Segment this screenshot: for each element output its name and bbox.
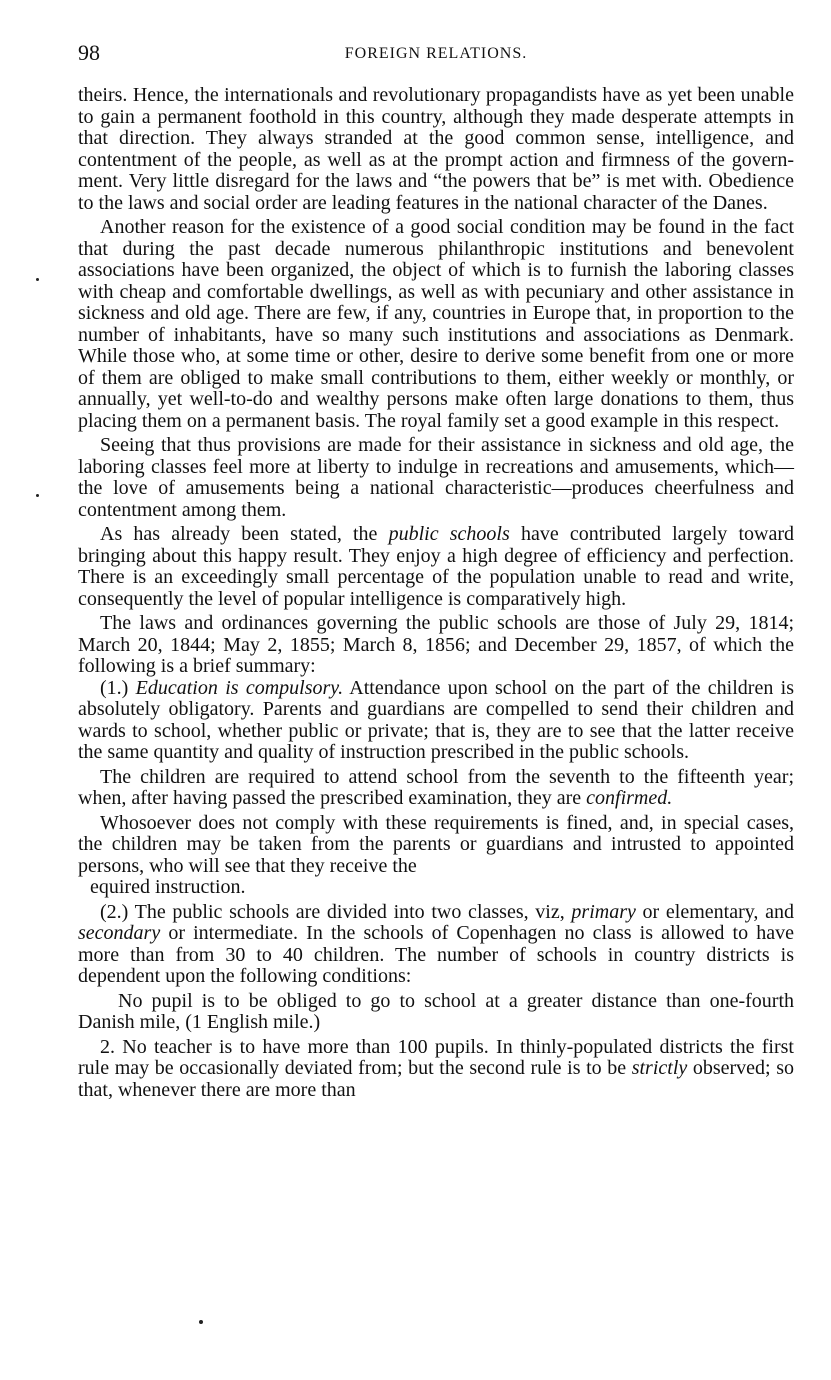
paragraph: Seeing that thus provisions are made for their assistance in sickness and old age, the laboring classes feel more at liberty to indulge in recreations and amusements, which—the love of amusements being a national characteristic—produces cheerfulness and contentment among them. (78, 434, 794, 521)
paragraph (78, 902, 794, 988)
paragraph-text: Attendance upon school on the part of the children is absolutely obligatory. Parents and guardians are compelled to send their children and wards to school, whether public or private; that is, they are to see that the latter receive the same quantity and quality of instruction prescribed in the public schools. (78, 676, 795, 763)
paragraph-text: 2. No teacher is to have more than 100 pupils. In thinly-populated districts the first rule may be occasionally deviated from; but the second rule is to be (78, 1035, 794, 1079)
page-header (78, 40, 794, 66)
paragraph-text: As has already been stated, the (100, 523, 389, 545)
paragraph: equired instruction. (90, 876, 246, 898)
paragraph-text: have contributed largely toward bringing about this happy result. They enjoy a high degree of efficiency and perfection. There is an exceedingly small percentage of the population unable to read and write, consequently the level of popular intelligence is comparatively high. (78, 523, 795, 610)
emphasis: strictly (631, 1057, 688, 1079)
paragraph-text: or elementary, and (635, 900, 794, 923)
body-text (78, 85, 794, 1101)
stray-dot (36, 278, 39, 281)
emphasis: primary (571, 900, 636, 923)
paragraph (78, 524, 794, 610)
emphasis: Education is compulsory. (135, 676, 344, 699)
emphasis: confirmed. (586, 787, 673, 809)
paragraph (78, 678, 794, 764)
paragraph: theirs. Hence, the internationals and revolutionary propagandists have as yet been unable to gain a permanent foothold in this country, although they made desperate attempts in that direction. They always stranded at the good common sense, intelligence, and contentment of the people, as well as at the prompt action and firmness of the government. Very little disregard for the laws and “the powers that be” is met with. Obedience to the laws and social order are leading features in the national character of the Danes. (78, 84, 794, 214)
emphasis: public schools (388, 523, 510, 545)
paragraph-text: The children are required to attend school from the seventh to the fifteenth year; when, after having passed the prescribed examination, they are (78, 765, 794, 809)
paragraph (78, 767, 794, 810)
paragraph (78, 1037, 794, 1102)
paragraph: Another reason for the existence of a good social condition may be found in the fact that during the past decade numerous philanthropic institutions and benevolent associations have been organized, the object of which is to furnish the laboring classes with cheap and comfortable dwellings, as well as with pecuniary and other assistance in sickness and old age. There are few, if any, countries in Europe that, in proportion to the number of inhabitants, have so many such institutions and associations as Denmark. While those who, at some time or other, desire to derive some benefit from one or more of them are obliged to make small contributions to them, either weekly or monthly, or annually, yet well-to-do and wealthy persons make often large donations to them, thus placing them on a permanent basis. The royal family set a good example in this respect. (78, 216, 794, 432)
paragraph-text: or intermediate. In the schools of Copenhagen no class is allowed to have more than from 30 to 40 children. The number of schools in country districts is dependent upon the following conditions: (78, 922, 794, 987)
stray-dot (199, 1320, 203, 1324)
paragraph-text: observed; so that, whenever there are more than (78, 1057, 794, 1101)
page-number: 98 (78, 40, 100, 65)
paragraph-text: (2.) The public schools are divided into two classes, viz, (100, 900, 572, 923)
paragraph: The laws and ordinances governing the public schools are those of July 29, 1814; March 20, 1844; May 2, 1855; March 8, 1856; and December 29, 1857, of which the following is a brief summary: (78, 612, 794, 677)
paragraph: Whosoever does not comply with these requirements is fined, and, in special cases, the children may be taken from the parents or guardians and intrusted to appointed persons, who will see that they receive the (78, 811, 794, 877)
running-head: FOREIGN RELATIONS. (344, 45, 528, 62)
stray-dot (36, 494, 39, 497)
list-number: (1.) (100, 676, 136, 699)
paragraph: No pupil is to be obliged to go to school at a greater distance than one-fourth Danish mile, (1 English mile.) (78, 989, 794, 1033)
emphasis: secondary (78, 922, 161, 944)
